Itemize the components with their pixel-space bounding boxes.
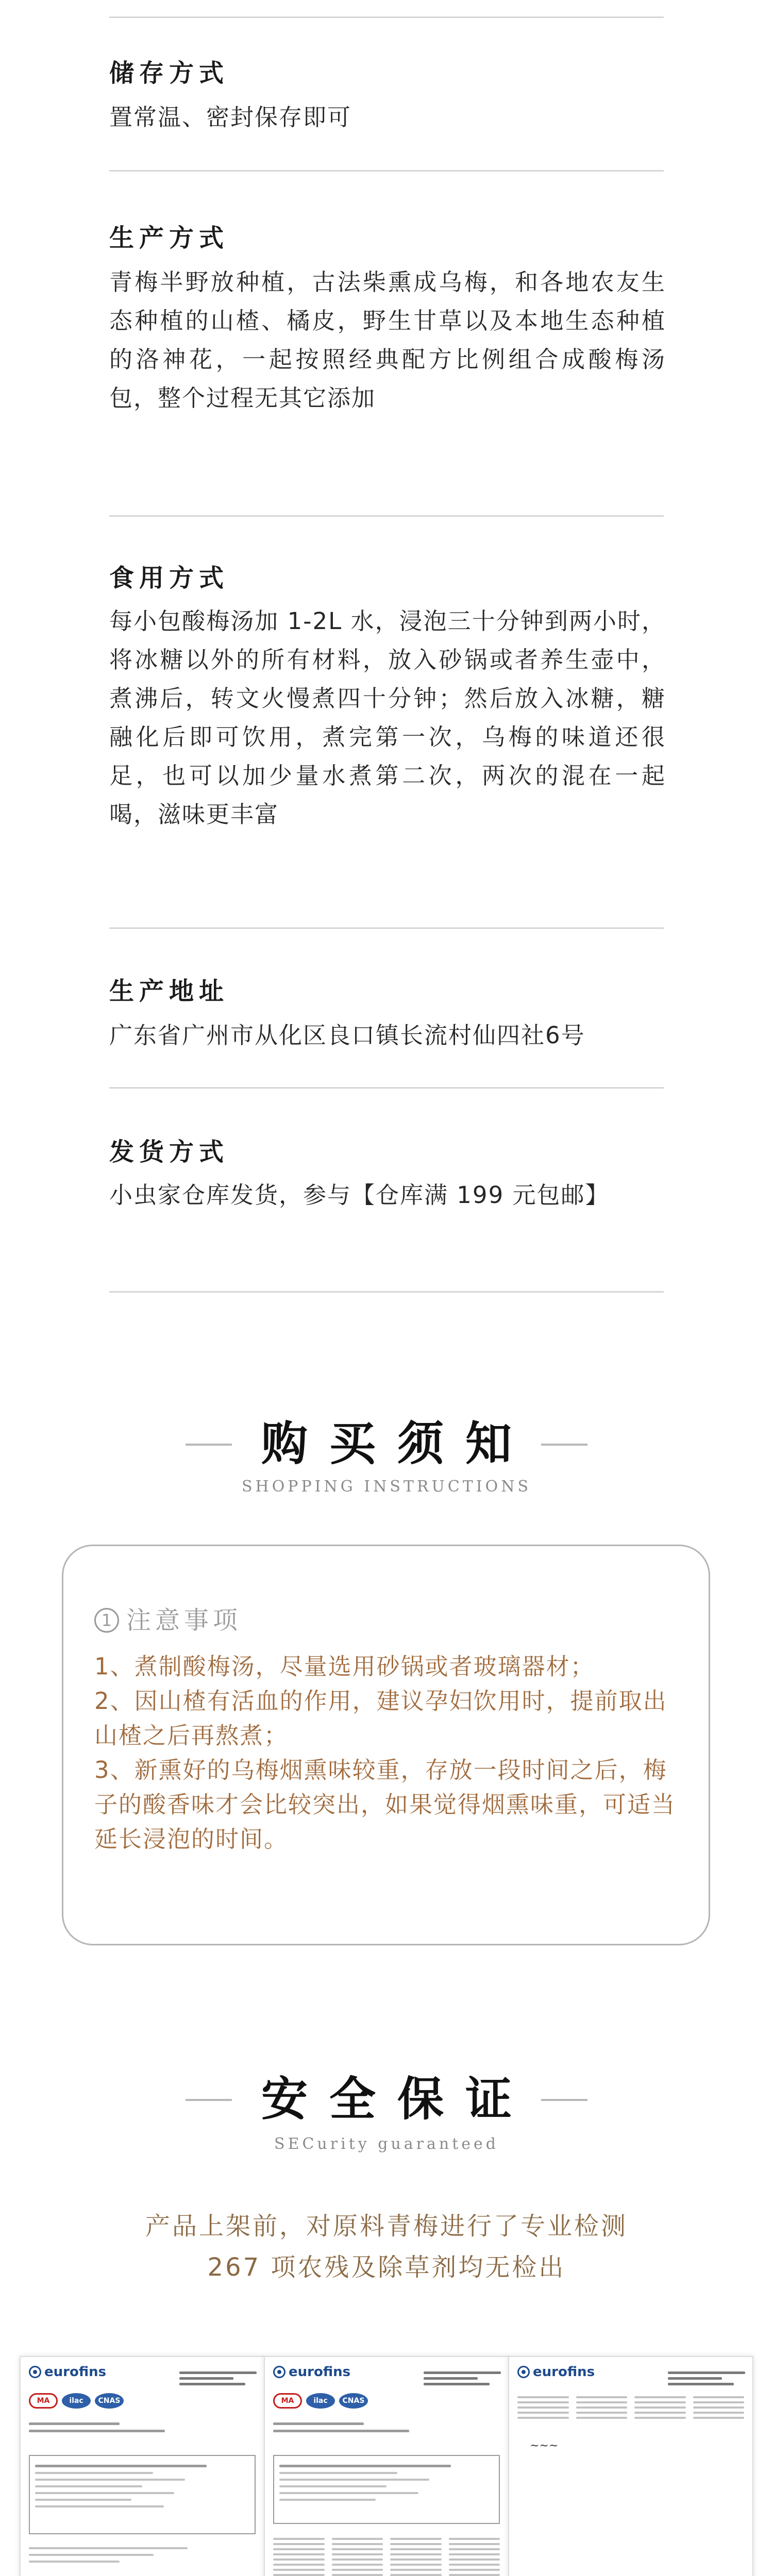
divider bbox=[109, 515, 664, 517]
shopping-heading: 购买须知 bbox=[261, 1417, 533, 1471]
address-title: 生产地址 bbox=[109, 977, 229, 1006]
signature: ~~~ bbox=[530, 2439, 559, 2452]
report-table bbox=[29, 2455, 256, 2534]
test-report-page-1[interactable] bbox=[20, 2356, 265, 2576]
ma-badge: MA bbox=[273, 2393, 302, 2409]
safety-subheading: SECurity guaranteed bbox=[274, 2135, 499, 2153]
report-result-columns bbox=[273, 2535, 500, 2576]
usage-title: 食用方式 bbox=[109, 564, 229, 592]
safety-heading: 安全保证 bbox=[261, 2072, 533, 2126]
report-result-columns bbox=[517, 2393, 744, 2422]
test-report-page-2[interactable] bbox=[264, 2356, 509, 2576]
eurofins-mark-icon bbox=[517, 2366, 530, 2378]
ilac-badge: ilac bbox=[306, 2393, 335, 2409]
circled-number-icon: 1 bbox=[94, 1608, 119, 1633]
production-body: 青梅半野放种植，古法柴熏成乌梅，和各地农友生态种植的山楂、橘皮，野生甘草以及本地生态种植的洛神花，一起按照经典配方比例组合成酸梅汤包，整个过程无其它添加 bbox=[109, 268, 666, 412]
cnas-badge: CNAS bbox=[339, 2393, 368, 2409]
notice-card bbox=[62, 1545, 710, 1945]
shipping-body: 小虫家仓库发货，参与【仓库满 199 元包邮】 bbox=[109, 1181, 610, 1209]
storage-title: 储存方式 bbox=[109, 59, 229, 88]
address-body: 广东省广州市从化区良口镇长流村仙四社6号 bbox=[109, 1022, 585, 1049]
notice-header bbox=[94, 1604, 242, 1637]
test-report-page-3[interactable] bbox=[508, 2356, 753, 2576]
notice-item: 1、煮制酸梅汤，尽量选用砂锅或者玻璃器材； bbox=[94, 1653, 595, 1680]
usage-body: 每小包酸梅汤加 1-2L 水，浸泡三十分钟到两小时，将冰糖以外的所有材料，放入砂锅或者养生壶中，煮沸后，转文火慢煮四十分钟；然后放入冰糖，糖融化后即可饮用，煮完第一次，乌梅的味道还很足，也可以加少量水煮第二次，两次的混在一起喝，滋味更丰富 bbox=[109, 607, 666, 828]
notice-title: 注意事项 bbox=[126, 1606, 242, 1635]
eurofins-logo: eurofins bbox=[29, 2364, 106, 2380]
storage-body: 置常温、密封保存即可 bbox=[109, 104, 352, 131]
divider bbox=[109, 1087, 664, 1089]
shopping-subheading: SHOPPING INSTRUCTIONS bbox=[241, 1478, 532, 1496]
report-text-block bbox=[29, 2418, 256, 2437]
eurofins-mark-icon bbox=[29, 2366, 41, 2378]
report-header-meta bbox=[424, 2368, 501, 2388]
report-text-block bbox=[29, 2543, 256, 2567]
ilac-badge: ilac bbox=[62, 2393, 91, 2409]
divider bbox=[109, 1291, 664, 1293]
cnas-badge: CNAS bbox=[95, 2393, 124, 2409]
eurofins-logo: eurofins bbox=[273, 2364, 350, 2380]
ma-badge: MA bbox=[29, 2393, 58, 2409]
report-header-meta bbox=[668, 2368, 745, 2388]
shipping-title: 发货方式 bbox=[109, 1138, 229, 1166]
accreditation-badges bbox=[273, 2393, 368, 2409]
report-text-block bbox=[273, 2418, 500, 2437]
safety-line-1: 产品上架前，对原料青梅进行了专业检测 bbox=[145, 2212, 628, 2241]
safety-line-2: 267 项农残及除草剂均无检出 bbox=[207, 2253, 566, 2282]
divider bbox=[109, 170, 664, 172]
notice-item: 2、因山楂有活血的作用，建议孕妇饮用时，提前取出山楂之后再熬煮； bbox=[94, 1687, 667, 1749]
report-header-meta bbox=[179, 2368, 257, 2388]
eurofins-mark-icon bbox=[273, 2366, 285, 2378]
eurofins-logo: eurofins bbox=[517, 2364, 595, 2380]
divider-top bbox=[109, 16, 664, 18]
notice-list bbox=[94, 1649, 687, 1856]
accreditation-badges bbox=[29, 2393, 124, 2409]
divider bbox=[109, 927, 664, 929]
report-table bbox=[273, 2455, 500, 2524]
production-title: 生产方式 bbox=[109, 224, 229, 252]
notice-item: 3、新熏好的乌梅烟熏味较重，存放一段时间之后，梅子的酸香味才会比较突出，如果觉得烟熏味重，可适当延长浸泡的时间。 bbox=[94, 1756, 676, 1853]
